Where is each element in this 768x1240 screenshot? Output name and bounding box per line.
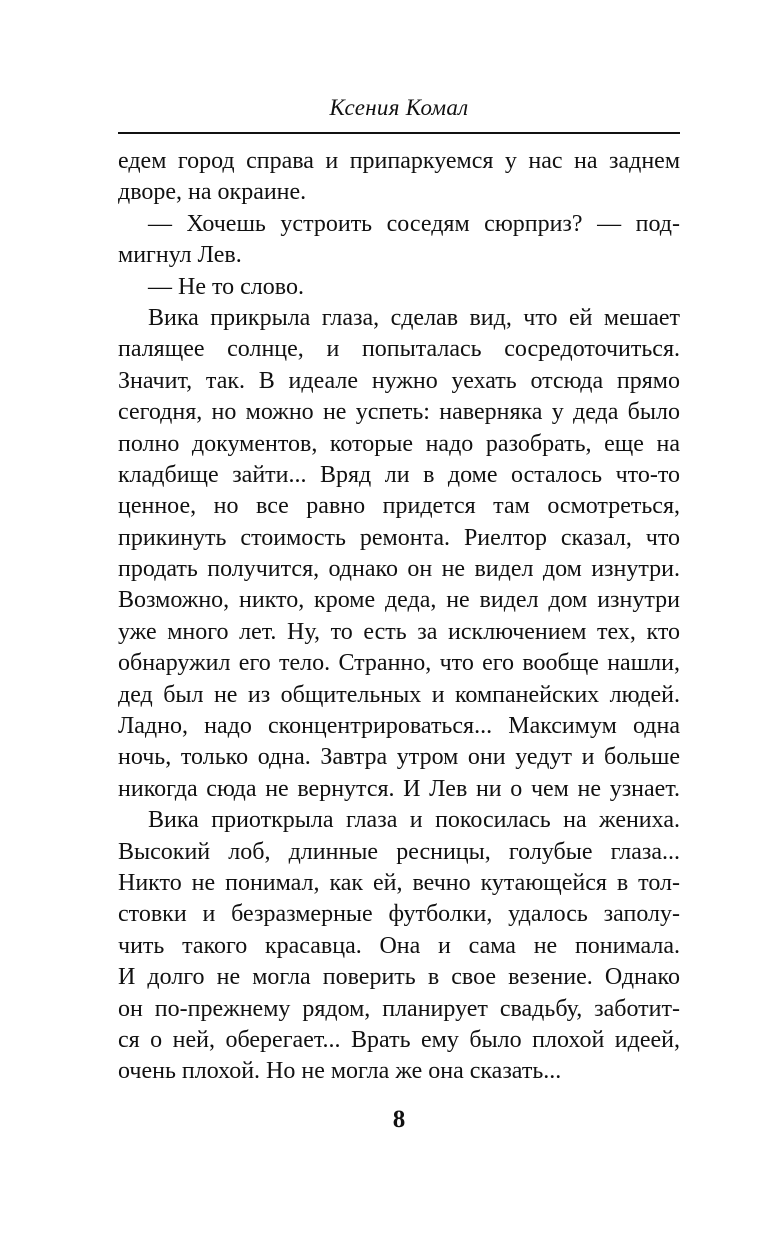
text-line: Никто не понимал, как ей, вечно кутающейся в тол-: [118, 869, 680, 896]
page-number: 8: [392, 1106, 406, 1133]
text-line: уже много лет. Ну, то есть за исключением тех, кто: [118, 618, 680, 645]
text-line: Значит, так. В идеале нужно уехать отсюда прямо: [118, 367, 680, 394]
text-line: палящее солнце, и попыталась сосредоточиться.: [118, 336, 680, 363]
text-line: дед был не из общительных и компанейских людей.: [118, 681, 680, 708]
header-rule: [118, 132, 680, 134]
text-line: очень плохой. Но не могла же она сказать...: [118, 1058, 562, 1085]
text-line: кладбище зайти... Вряд ли в доме осталось что-то: [118, 461, 680, 488]
text-line: полно документов, которые надо разобрать, еще на: [118, 430, 680, 457]
text-line: он по-прежнему рядом, планирует свадьбу, заботит-: [118, 995, 680, 1022]
text-line: — Хочешь устроить соседям сюрприз? — под-: [148, 210, 680, 237]
text-line: Возможно, никто, кроме деда, не видел дом изнутри: [118, 587, 680, 614]
text-line: стовки и безразмерные футболки, удалось заполу-: [118, 901, 680, 928]
text-line: прикинуть стоимость ремонта. Риелтор сказал, что: [118, 524, 680, 551]
text-line: сегодня, но можно не успеть: наверняка у деда было: [118, 399, 680, 426]
text-line: продать получится, однако он не видел дом изнутри.: [118, 556, 680, 583]
text-line: И долго не могла поверить в свое везение. Однако: [118, 964, 680, 991]
running-head: Ксения Комал: [329, 95, 469, 120]
text-line: мигнул Лев.: [118, 242, 242, 269]
text-line: Вика прикрыла глаза, сделав вид, что ей мешает: [148, 304, 680, 331]
text-line: Высокий лоб, длинные ресницы, голубые глаза...: [118, 838, 680, 865]
text-line: никогда сюда не вернутся. И Лев ни о чем не узнает.: [118, 775, 680, 802]
text-line: ценное, но все равно придется там осмотреться,: [118, 493, 680, 520]
text-line: ночь, только одна. Завтра утром они уедут и больше: [118, 744, 680, 771]
text-line: дворе, на окраине.: [118, 179, 307, 206]
text-line: Ладно, надо сконцентрироваться... Максимум одна: [118, 713, 680, 740]
text-line: Вика приоткрыла глаза и покосилась на жениха.: [148, 807, 680, 834]
text-line: — Не то слово.: [148, 273, 304, 300]
body-text: [118, 146, 680, 1088]
text-line: ся о ней, оберегает... Врать ему было плохой идеей,: [118, 1026, 680, 1053]
text-line: чить такого красавца. Она и сама не понимала.: [118, 932, 680, 959]
text-line: едем город справа и припаркуемся у нас на заднем: [118, 148, 680, 174]
text-line: обнаружил его тело. Странно, что его вообще нашли,: [118, 650, 680, 677]
